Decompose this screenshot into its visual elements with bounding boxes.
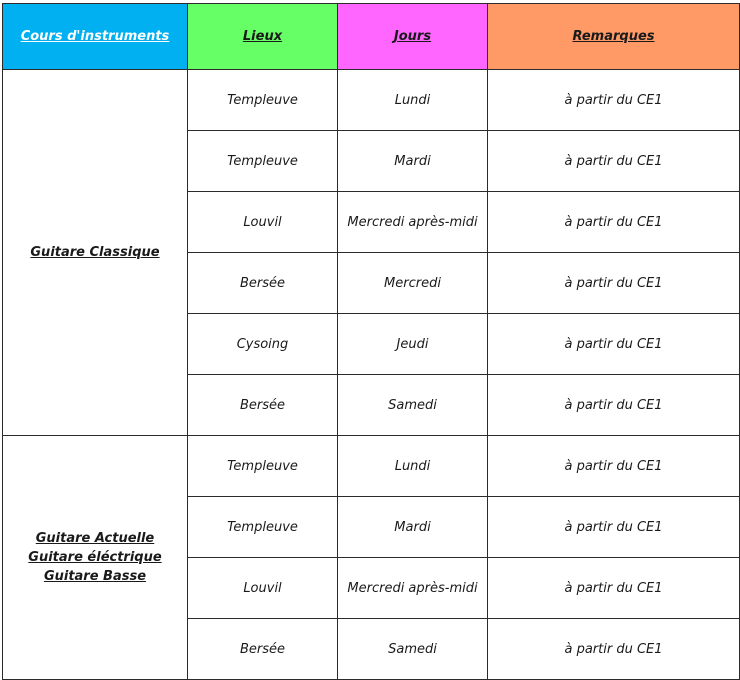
lieu-cell: Bersée (188, 375, 338, 436)
instrument-cell (3, 70, 188, 436)
table-body (3, 70, 740, 680)
remarque-cell: à partir du CE1 (488, 375, 740, 436)
header-remarques: Remarques (488, 4, 740, 70)
table-row (3, 70, 740, 131)
lieu-cell: Templeuve (188, 70, 338, 131)
jour-cell: Samedi (338, 619, 488, 680)
remarque-cell: à partir du CE1 (488, 497, 740, 558)
jour-cell: Mardi (338, 131, 488, 192)
jour-cell: Mercredi après-midi (338, 558, 488, 619)
jour-cell: Mercredi après-midi (338, 192, 488, 253)
lieu-cell: Louvil (188, 558, 338, 619)
remarque-cell: à partir du CE1 (488, 558, 740, 619)
header-cours: Cours d'instruments (3, 4, 188, 70)
instrument-name: Guitare Basse (43, 569, 147, 584)
table-row (3, 436, 740, 497)
remarque-cell: à partir du CE1 (488, 436, 740, 497)
jour-cell: Mercredi (338, 253, 488, 314)
lieu-cell: Cysoing (188, 314, 338, 375)
instrument-name: Guitare Classique (30, 245, 160, 260)
remarque-cell: à partir du CE1 (488, 619, 740, 680)
remarque-cell: à partir du CE1 (488, 314, 740, 375)
jour-cell: Lundi (338, 70, 488, 131)
instrument-name: Guitare éléctrique (28, 550, 162, 565)
instrument-cell (3, 436, 188, 680)
lieu-cell: Bersée (188, 253, 338, 314)
lieu-cell: Templeuve (188, 131, 338, 192)
remarque-cell: à partir du CE1 (488, 192, 740, 253)
header-row (3, 4, 740, 70)
remarque-cell: à partir du CE1 (488, 70, 740, 131)
jour-cell: Lundi (338, 436, 488, 497)
lieu-cell: Louvil (188, 192, 338, 253)
instrument-name: Guitare Actuelle (35, 531, 155, 546)
remarque-cell: à partir du CE1 (488, 253, 740, 314)
header-jours: Jours (338, 4, 488, 70)
lieu-cell: Templeuve (188, 497, 338, 558)
header-lieux: Lieux (188, 4, 338, 70)
jour-cell: Jeudi (338, 314, 488, 375)
jour-cell: Samedi (338, 375, 488, 436)
lieu-cell: Templeuve (188, 436, 338, 497)
remarque-cell: à partir du CE1 (488, 131, 740, 192)
instrument-course-table (2, 3, 740, 680)
jour-cell: Mardi (338, 497, 488, 558)
lieu-cell: Bersée (188, 619, 338, 680)
